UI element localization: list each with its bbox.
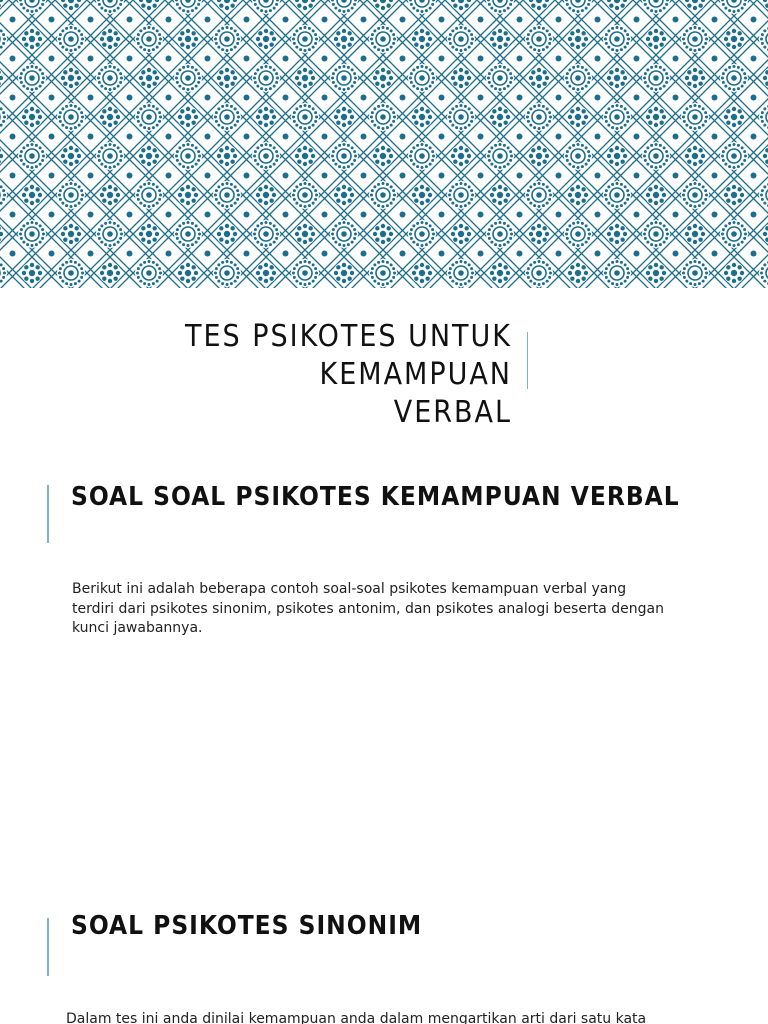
decorative-pattern-banner: [0, 0, 768, 288]
title-accent-bar: [527, 332, 528, 389]
section-2-paragraph: Dalam tes ini anda dinilai kemampuan anda dalam mengartikan arti dari satu kata: [66, 1011, 647, 1024]
document-title-line-2: VERBAL: [393, 395, 512, 430]
document-title: [40, 318, 512, 432]
section-1-heading: SOAL SOAL PSIKOTES KEMAMPUAN VERBAL: [71, 482, 680, 512]
section-2-paragraph-clip: [66, 1010, 686, 1024]
section-2-heading: SOAL PSIKOTES SINONIM: [71, 911, 423, 941]
document-title-line-1: TES PSIKOTES UNTUK KEMAMPUAN: [184, 319, 512, 392]
section-2-accent-bar: [47, 918, 49, 976]
section-1-paragraph: Berikut ini adalah beberapa contoh soal-soal psikotes kemampuan verbal yang terdiri dari psikotes sinonim, psikotes antonim, dan psikotes analogi beserta dengan kunci jawabannya.: [72, 581, 664, 636]
diamond-medallion-pattern: [0, 0, 768, 288]
section-1-accent-bar: [47, 485, 49, 543]
